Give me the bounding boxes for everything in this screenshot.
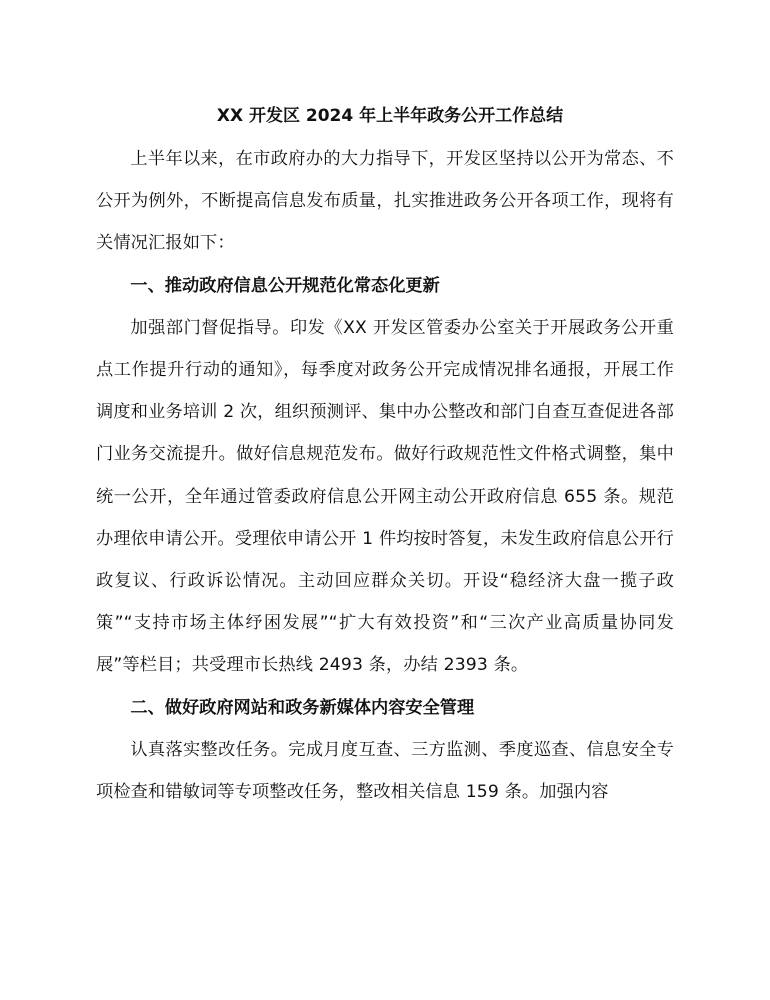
section-1-paragraph: 加强部门督促指导。印发《XX 开发区管委办公室关于开展政务公开重点工作提升行动的通知》，每季度对政务公开完成情况排名通报，开展工作调度和业务培训 2 次，组织预测评、集中办公整改和部门自查互查促进各部门业务交流提升。做好信息规范发布。做好行政规范性文件格式调整，集中统一公开，全年通过管委政府信息公开网主动公开政府信息 655 条。规范办理依申请公开。受理依申请公开 1 件均按时答复，未发生政府信息公开行政复议、行政诉讼情况。主动回应群众关切。开设“稳经济大盘一揽子政策”“支持市场主体纾困发展”“扩大有效投资”和“三次产业高质量协同发展”等栏目；共受理市长热线 2493 条，办结 2393 条。 (96, 317, 674, 676)
section-2-heading: 二、做好政府网站和政务新媒体内容安全管理 (130, 697, 475, 718)
section-1-heading: 一、推动政府信息公开规范化常态化更新 (130, 275, 440, 296)
section-2-paragraph: 认真落实整改任务。完成月度互查、三方监测、季度巡查、信息安全专项检查和错敏词等专项整改任务，整改相关信息 159 条。加强内容 (96, 739, 674, 803)
document-title: XX 开发区 2024 年上半年政务公开工作总结 (216, 106, 564, 126)
intro-paragraph: 上半年以来，在市政府办的大力指导下，开发区坚持以公开为常态、不公开为例外，不断提高信息发布质量，扎实推进政务公开各项工作，现将有关情况汇报如下： (96, 149, 674, 254)
